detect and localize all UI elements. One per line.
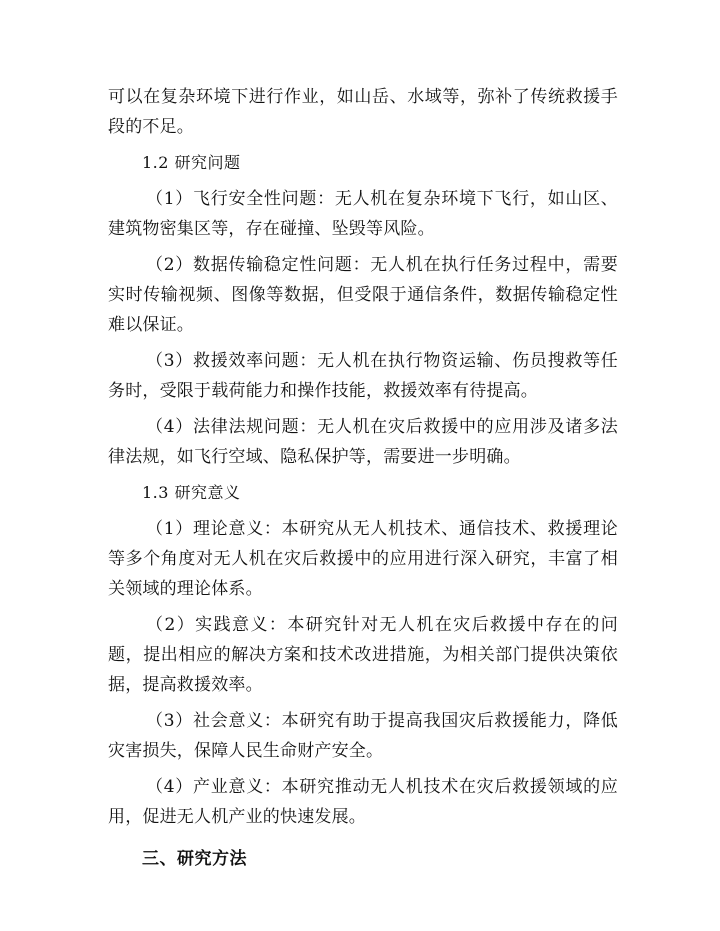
section-1-2-heading: 1.2 研究问题: [142, 153, 241, 172]
research-problem-3: （3）救援效率问题：无人机在执行物资运输、伤员搜救等任务时，受限于载荷能力和操作技能，救援效率有待提高。: [108, 351, 618, 401]
research-significance-4: （4）产业意义：本研究推动无人机技术在灾后救援领域的应用，促进无人机产业的快速发展。: [108, 777, 618, 827]
research-problem-1: （1）飞行安全性问题：无人机在复杂环境下飞行，如山区、建筑物密集区等，存在碰撞、坠毁等风险。: [108, 189, 618, 239]
intro-continuation-paragraph: 可以在复杂环境下进行作业，如山岳、水域等，弥补了传统救援手段的不足。: [108, 87, 618, 137]
research-problem-2: （2）数据传输稳定性问题：无人机在执行任务过程中，需要实时传输视频、图像等数据，但受限于通信条件，数据传输稳定性难以保证。: [108, 255, 618, 335]
research-significance-1: （1）理论意义：本研究从无人机技术、通信技术、救援理论等多个角度对无人机在灾后救援中的应用进行深入研究，丰富了相关领域的理论体系。: [108, 519, 618, 599]
section-3-heading: 三、研究方法: [142, 849, 247, 869]
research-significance-3: （3）社会意义：本研究有助于提高我国灾后救援能力，降低灾害损失，保障人民生命财产安全。: [108, 711, 618, 761]
section-1-3-heading: 1.3 研究意义: [142, 483, 241, 502]
research-problem-4: （4）法律法规问题：无人机在灾后救援中的应用涉及诸多法律法规，如飞行空域、隐私保护等，需要进一步明确。: [108, 417, 618, 467]
document-page: [108, 82, 618, 874]
research-significance-2: （2）实践意义：本研究针对无人机在灾后救援中存在的问题，提出相应的解决方案和技术改进措施，为相关部门提供决策依据，提高救援效率。: [108, 615, 618, 695]
